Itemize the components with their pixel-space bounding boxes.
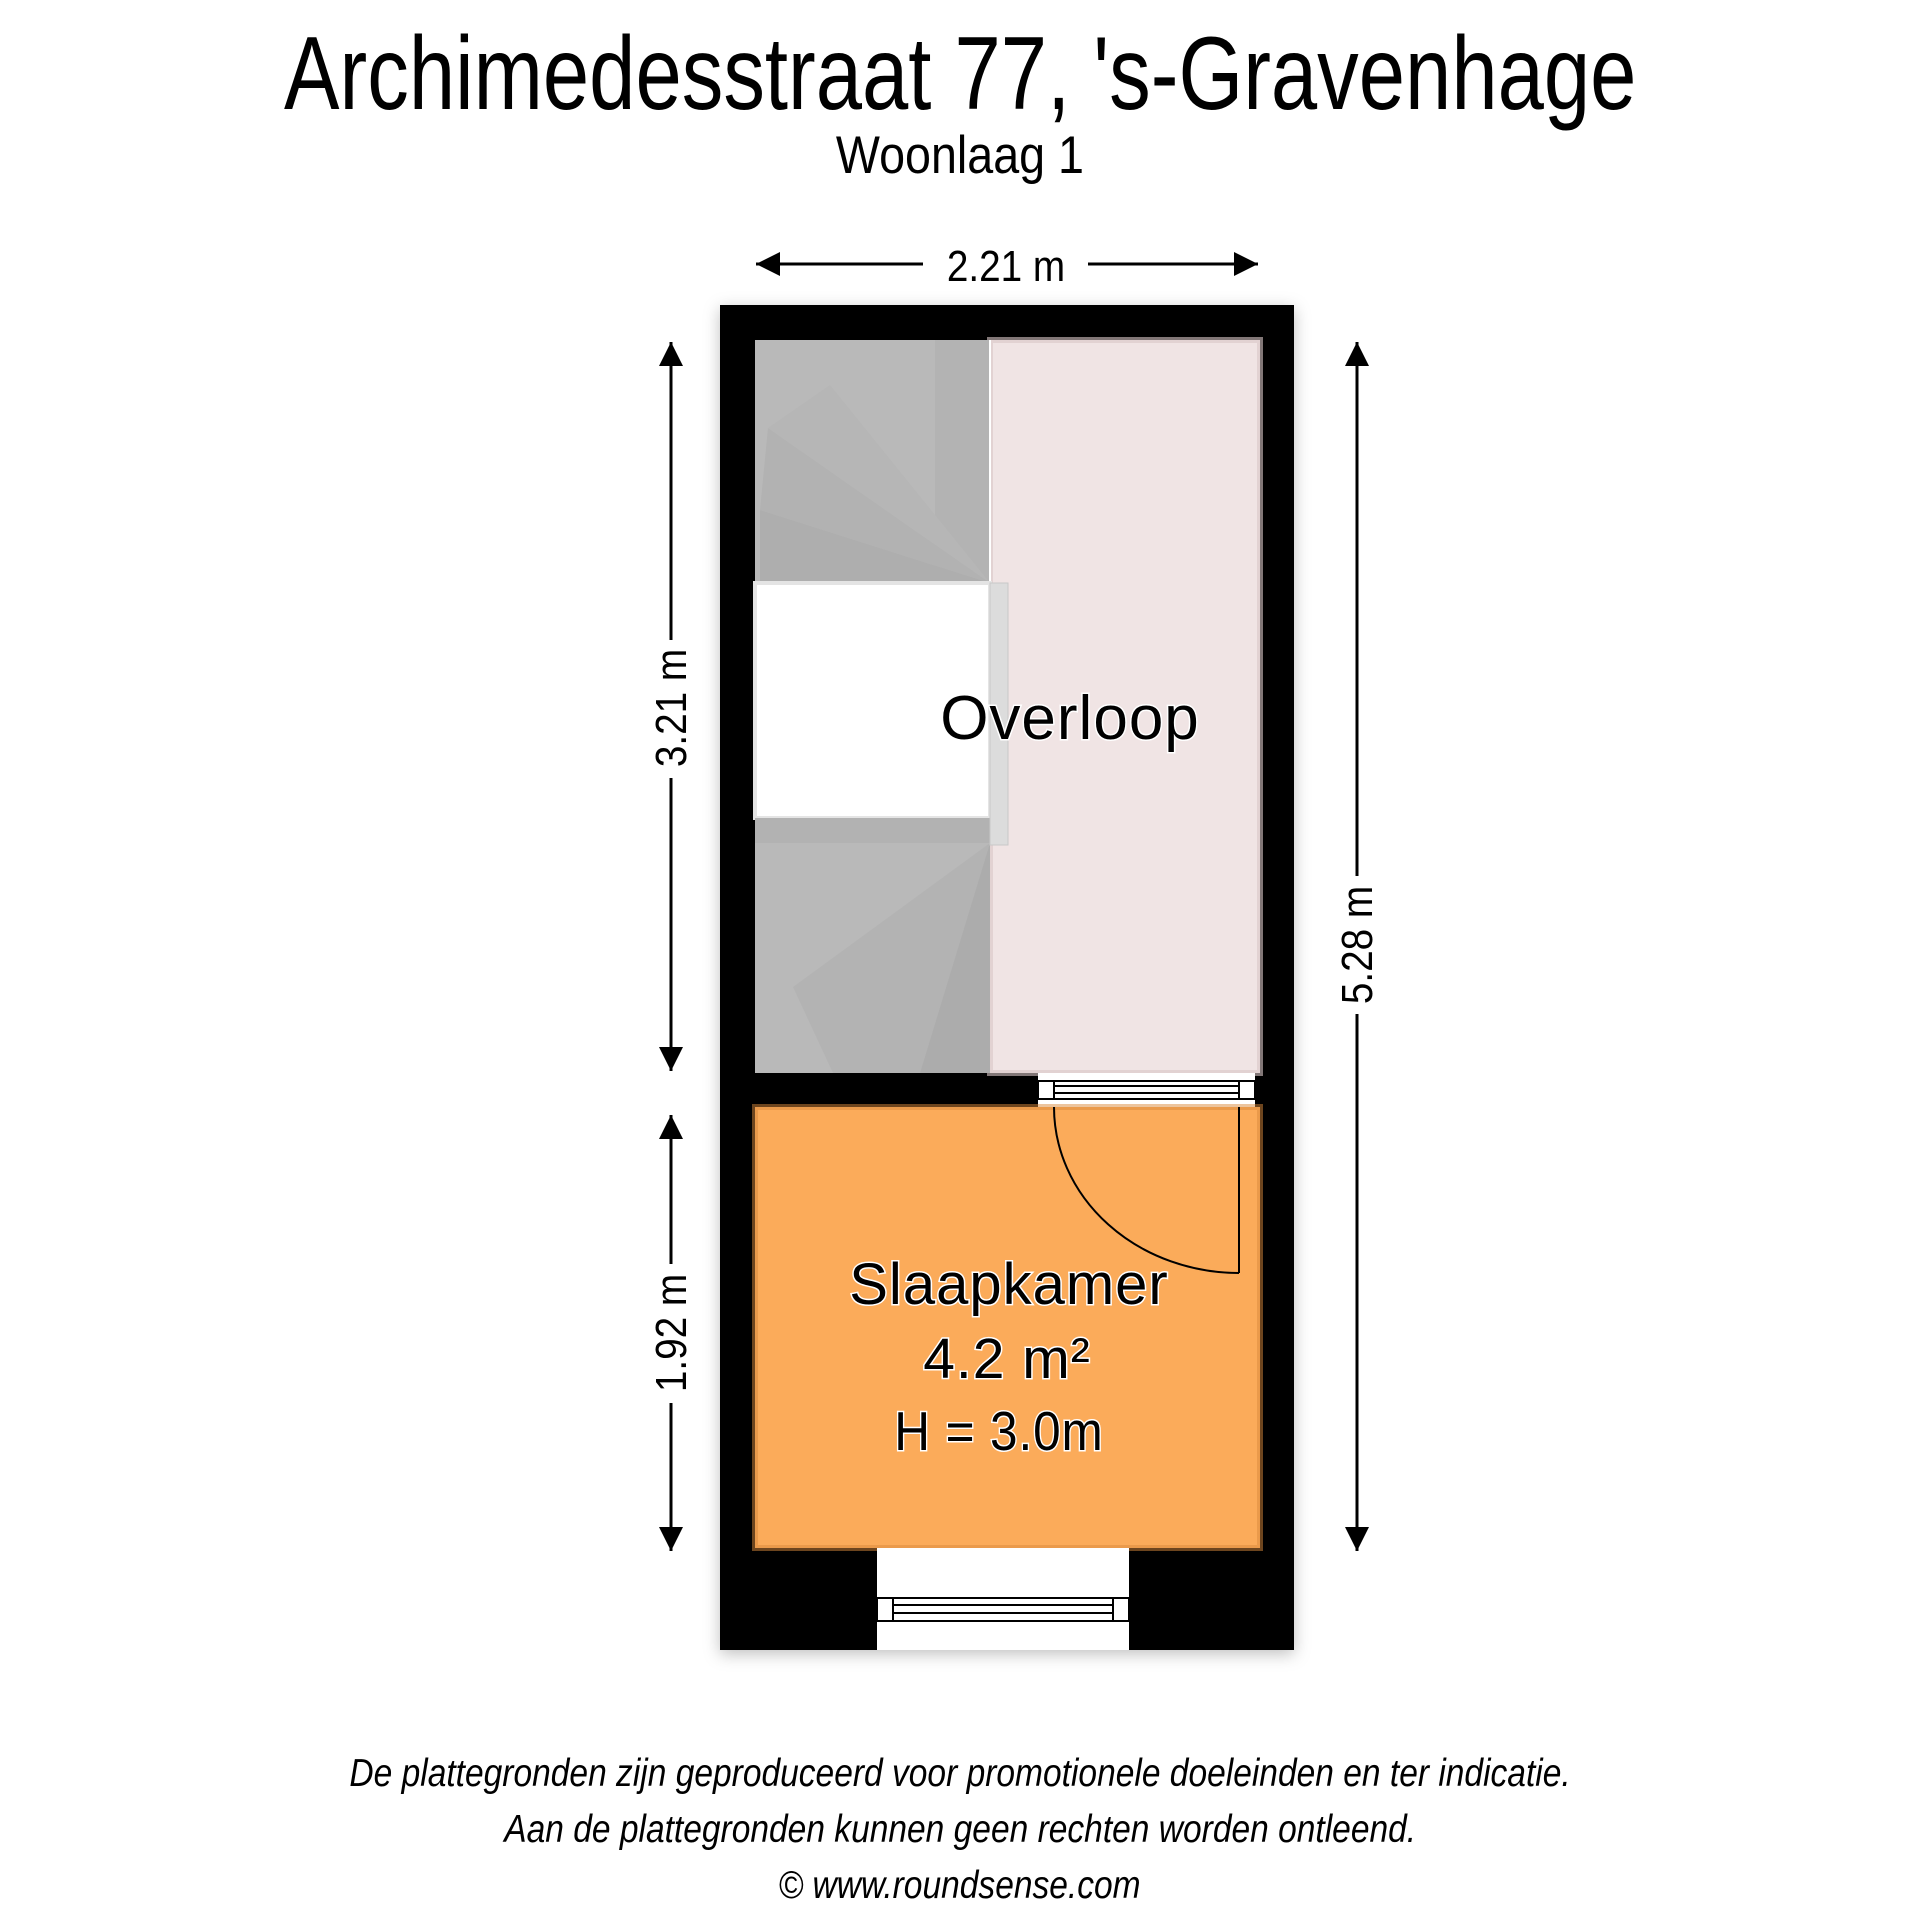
copyright-link[interactable]: © www.roundsense.com <box>778 1864 1142 1907</box>
dimension-left-lower-label: 1.92 m <box>645 1273 696 1393</box>
dimension-left-upper <box>646 342 696 1071</box>
room-label-overloop: Overloop <box>940 684 1200 753</box>
room-height: H = 3.0m <box>894 1401 1104 1463</box>
dimension-left-lower <box>646 1115 696 1551</box>
room-area: 4.2 m² <box>923 1327 1091 1391</box>
room-label-slaapkamer: Slaapkamer <box>849 1252 1169 1317</box>
dimension-width <box>756 241 1258 291</box>
bedroom-door[interactable] <box>1038 1073 1255 1107</box>
bottom-window <box>877 1548 1129 1650</box>
address-title: Archimedesstraat 77, 's-Gravenhage <box>283 16 1637 132</box>
dimension-right-total-label: 5.28 m <box>1331 885 1382 1005</box>
stairs-upper <box>755 340 990 583</box>
dimension-left-upper-label: 3.21 m <box>645 648 696 768</box>
disclaimer-line-1: De plattegronden zijn geproduceerd voor promotionele doeleinden en ter indicatie. <box>349 1752 1571 1795</box>
dimension-width-label: 2.21 m <box>946 240 1066 291</box>
disclaimer-line-2: Aan de plattegronden kunnen geen rechten worden ontleend. <box>504 1808 1416 1851</box>
stairs-lower <box>755 818 990 1073</box>
dimension-right-total <box>1332 342 1382 1551</box>
floor-level-label: Woonlaag 1 <box>835 126 1085 185</box>
